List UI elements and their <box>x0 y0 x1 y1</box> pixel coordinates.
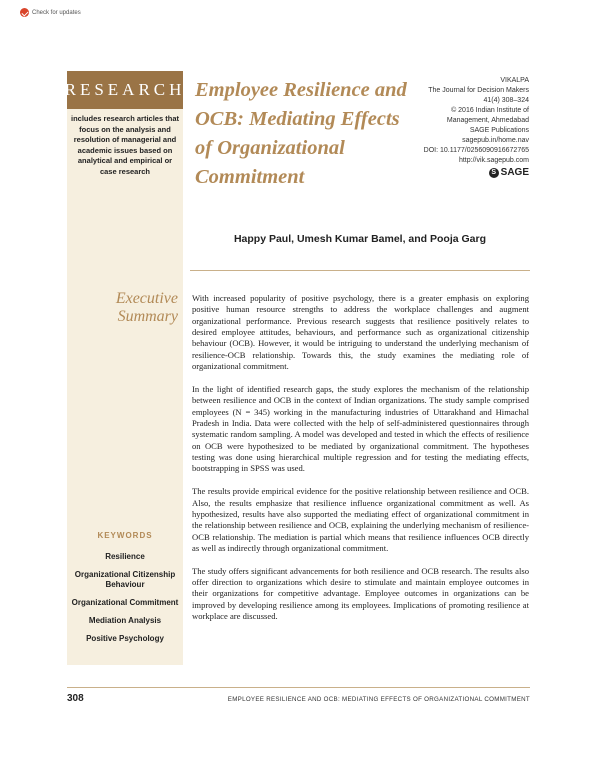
sage-logo-text: SAGE <box>500 167 529 178</box>
check-updates-badge[interactable] <box>20 8 81 17</box>
divider-footer <box>67 687 530 688</box>
keyword-item: Positive Psychology <box>86 634 164 643</box>
journal-home[interactable]: sagepub.in/home.nav <box>462 137 529 144</box>
article-title: Employee Resilience and OCB: Mediating Effects of Organizational Commitment <box>195 79 407 188</box>
journal-doi[interactable]: DOI: 10.1177/0256090916672765 <box>423 147 529 154</box>
keyword-item: Organizational Commitment <box>71 598 179 607</box>
abstract-paragraph: With increased popularity of positive psychology, there is a greater emphasis on exploring positive human resource strengths to address the workplace challenges and augment organizational performance. Previous research suggests that resilience positively relates to desired employee attitudes, behaviours, and performance such as organizational citizenship behaviour (OCB). However, it would be intriguing to understand the underlying mechanism of resilience-OCB relationship. Towards this, the study examines the mediating role of organizational commitment. <box>192 293 529 372</box>
journal-url[interactable]: http://vik.sagepub.com <box>458 157 529 164</box>
journal-info <box>410 76 529 178</box>
sage-logo <box>489 168 529 178</box>
running-title: EMPLOYEE RESILIENCE AND OCB: MEDIATING EFFECTS OF ORGANIZATIONAL COMMITMENT <box>227 696 530 703</box>
executive-summary-line-2: Summary <box>117 308 178 325</box>
journal-publisher: SAGE Publications <box>469 127 529 134</box>
abstract-paragraph: The study offers significant advancements for both resilience and OCB research. The results also offer direction to organizations which desire to stimulate and maintain employee outcomes in their organizations for competitive advantage. Employee outcomes in organizations can be improved by developing resilience among its employees. Implications of promoting resilience at workplace are discussed. <box>192 565 529 622</box>
executive-summary-heading <box>80 290 178 326</box>
executive-summary-line-1: Executive <box>115 290 178 307</box>
keywords-title: KEYWORDS <box>97 531 153 540</box>
divider-top <box>190 270 530 271</box>
journal-subtitle: The Journal for Decision Makers <box>428 87 529 94</box>
check-update-icon <box>20 8 29 17</box>
research-section-note: includes research articles that focus on the analysis and resolution of managerial and academic issues based on analytical and empirical or case research <box>71 114 179 176</box>
keyword-item: Resilience <box>105 552 145 561</box>
page-number: 308 <box>67 693 84 704</box>
abstract-paragraph: The results provide empirical evidence for the positive relationship between resilience and OCB. Also, the results emphasize that resilience influence organizational commitment as well. As hypothesized, results have also supported the mediating effect of organizational commitment in the relationship between resilience and OCB, explaining the underlying mechanism of resilience-OCB relationship. The mediation is partial which means that resilience influences OCB directly as well as indirectly through organizational commitment. <box>192 486 529 553</box>
sage-icon: S <box>489 168 499 178</box>
keyword-item: Organizational Citizenship Behaviour <box>74 570 176 589</box>
abstract-paragraph: In the light of identified research gaps, the study explores the mechanism of the relationship between resilience and OCB in the context of Indian organizations. The study sample comprised employees (N = 345) working in the manufacturing industries of Uttarakhand and Himachal Pradesh in India. Data were collected with the help of self-administered questionnaires through systematic random sampling. A model was developed and tested in which the effects of resilience on OCB were hypothesized to be mediated by organizational commitment. The hypotheses testing was done using hierarchical multiple regression and for testing the mediating effects, bootstrapping in SPSS was used. <box>192 383 529 474</box>
research-section-label: RESEARCH <box>67 71 183 109</box>
check-updates-label: Check for updates <box>32 9 81 16</box>
keyword-list <box>67 552 183 652</box>
abstract-body <box>192 293 529 634</box>
journal-copyright: © 2016 Indian Institute of Management, Ahmedabad <box>446 107 529 124</box>
article-authors: Happy Paul, Umesh Kumar Bamel, and Pooja Garg <box>233 233 487 245</box>
keyword-item: Mediation Analysis <box>88 616 162 625</box>
journal-volume: 41(4) 308–324 <box>483 97 529 104</box>
journal-name: VIKALPA <box>500 77 529 84</box>
